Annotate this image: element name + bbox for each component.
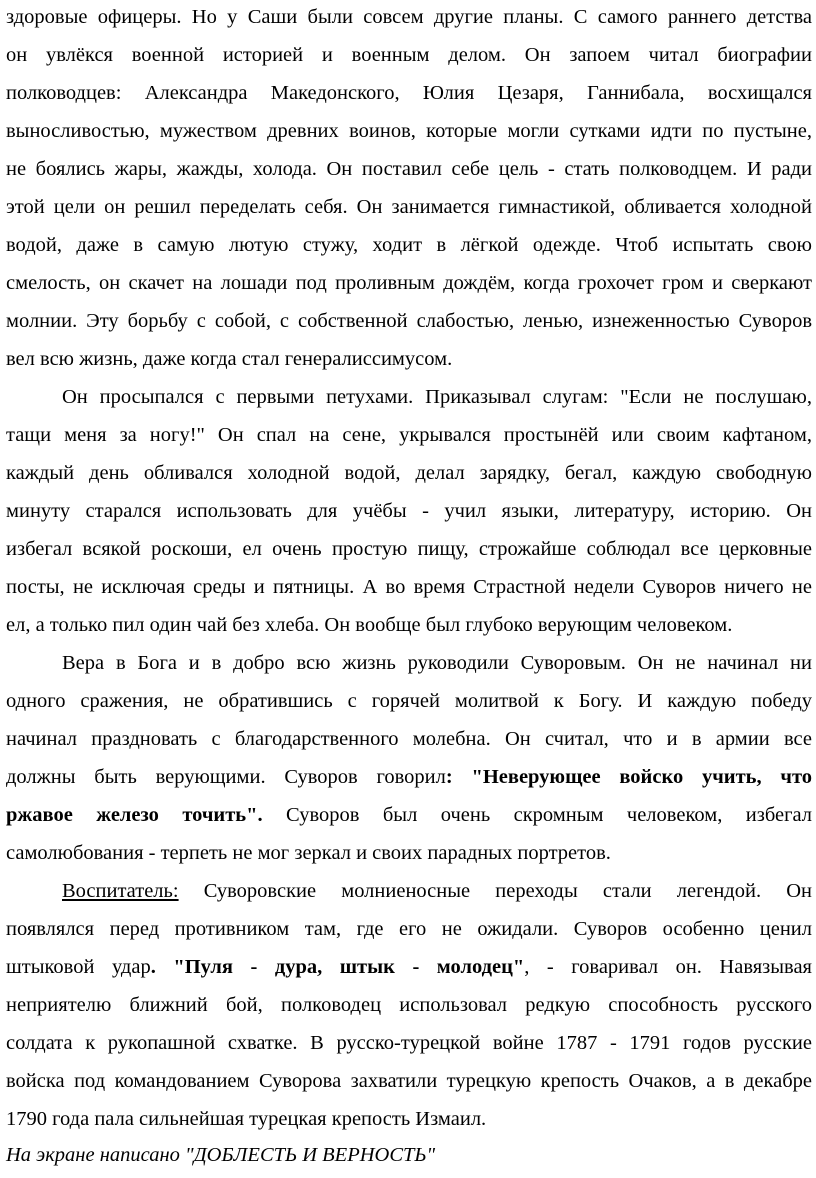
text-line: войска под командованием Суворова захватили турецкую крепость Очаков, а в декабре: [6, 1070, 812, 1092]
text-line: полководцев: Александра Македонского, Юлия Цезаря, Ганнибала, восхищался: [6, 82, 812, 104]
speaker-label: Воспитатель:: [62, 880, 179, 902]
text-line: молнии. Эту борьбу с собой, с собственной слабостью, ленью, изнеженностью Суворов: [6, 310, 812, 332]
text-line: Вера в Бога и в добро всю жизнь руководили Суворовым. Он не начинал ни: [62, 652, 812, 674]
text-line: каждый день обливался холодной водой, делал зарядку, бегал, каждую свободную: [6, 462, 812, 484]
quote-bold: : "Неверующее войско учить, что: [445, 766, 813, 788]
text-line: выносливостью, мужеством древних воинов, которые могли сутками идти по пустыне,: [6, 120, 812, 142]
text-line: посты, не исключая среды и пятницы. А во время Страстной недели Суворов ничего не: [6, 576, 812, 598]
text-line: он увлёкся военной историей и военным делом. Он запоем читал биографии: [6, 44, 812, 66]
quote-bold: . "Пуля - дура, штык - молодец": [150, 956, 525, 978]
text-line: минуту старался использовать для учёбы - учил языки, литературу, историю. Он: [6, 500, 812, 522]
text-line: Воспитатель: Суворовские молниеносные переходы стали легендой. Он: [62, 880, 812, 902]
text-line: неприятелю ближний бой, полководец использовал редкую способность русского: [6, 994, 812, 1016]
text-line: здоровые офицеры. Но у Саши были совсем другие планы. С самого раннего детства: [6, 6, 812, 28]
text-line: тащи меня за ногу!" Он спал на сене, укрывался простынёй или своим кафтаном,: [6, 424, 812, 446]
text-line: начинал праздновать с благодарственного молебна. Он считал, что и в армии все: [6, 728, 812, 750]
text-line: водой, даже в самую лютую стужу, ходит в лёгкой одежде. Чтоб испытать свою: [6, 234, 812, 256]
text-line: самолюбования - терпеть не мог зеркал и своих парадных портретов.: [6, 842, 611, 864]
text-line: штыковой удар. "Пуля - дура, штык - молодец", - говаривал он. Навязывая: [6, 956, 812, 978]
text-line: не боялись жары, жажды, холода. Он поставил себе цель - стать полководцем. И ради: [6, 158, 812, 180]
text-line: Он просыпался с первыми петухами. Приказывал слугам: "Если не послушаю,: [62, 386, 812, 408]
stage-note: На экране написано "ДОБЛЕСТЬ И ВЕРНОСТЬ": [6, 1144, 436, 1166]
text-line: одного сражения, не обратившись с горячей молитвой к Богу. И каждую победу: [6, 690, 812, 712]
quote-bold: ржавое железо точить".: [6, 804, 263, 826]
text-line: 1790 года пала сильнейшая турецкая крепость Измаил.: [6, 1108, 487, 1130]
text-line: ел, а только пил один чай без хлеба. Он вообще был глубоко верующим человеком.: [6, 614, 733, 636]
text-line: солдата к рукопашной схватке. В русско-турецкой войне 1787 - 1791 годов русские: [6, 1032, 812, 1054]
text-line: смелость, он скачет на лошади под проливным дождём, когда грохочет гром и сверкают: [6, 272, 812, 294]
text-line: избегал всякой роскоши, ел очень простую пищу, строжайше соблюдал все церковные: [6, 538, 812, 560]
text-line: этой цели он решил переделать себя. Он занимается гимнастикой, обливается холодной: [6, 196, 812, 218]
text-line: ржавое железо точить". Суворов был очень скромным человеком, избегал: [6, 804, 812, 826]
text-line: появлялся перед противником там, где его не ожидали. Суворов особенно ценил: [6, 918, 812, 940]
text-line: должны быть верующими. Суворов говорил: "Неверующее войско учить, что: [6, 766, 813, 788]
text-line: вел всю жизнь, даже когда стал генералиссимусом.: [6, 348, 453, 370]
